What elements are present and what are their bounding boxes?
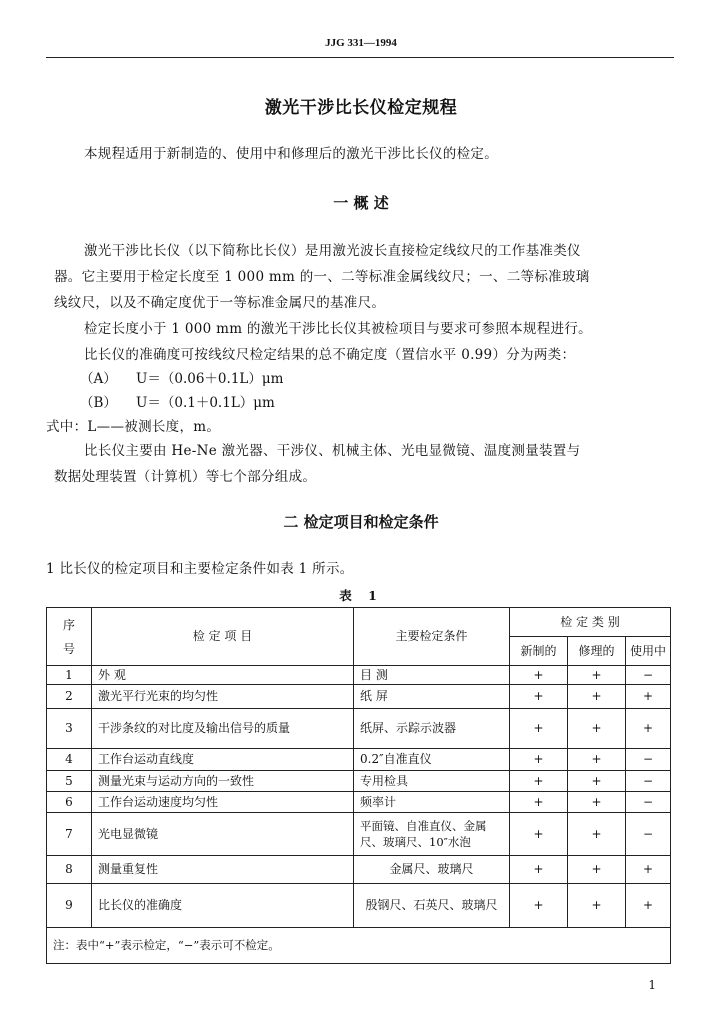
- row-new: +: [510, 666, 568, 685]
- row-no: 1: [47, 666, 92, 685]
- row-repair: +: [568, 709, 626, 749]
- inspection-table: [46, 607, 671, 964]
- section-1-line: 线纹尺，以及不确定度优于一等标准金属尺的基准尺。: [54, 295, 386, 311]
- row-repair: +: [568, 884, 626, 928]
- row-repair: +: [568, 749, 626, 771]
- intro-paragraph: 本规程适用于新制造的、使用中和修理后的激光干涉比长仪的检定。: [84, 146, 498, 162]
- row-new: +: [510, 685, 568, 709]
- row-condition: 专用检具: [354, 771, 510, 792]
- formula-a-expression: U＝（0.06＋0.1L）μm: [136, 371, 284, 387]
- head-new: 新制的: [510, 637, 568, 666]
- section-1-line: 数据处理装置（计算机）等七个部分组成。: [54, 469, 317, 485]
- row-item: 外 观: [92, 666, 354, 685]
- row-condition: 纸屏、示踪示波器: [354, 709, 510, 749]
- section-1-line: 检定长度小于 1 000 mm 的激光干涉比长仪其被检项目与要求可参照本规程进行。: [84, 321, 592, 337]
- row-new: +: [510, 792, 568, 813]
- row-no: 6: [47, 792, 92, 813]
- row-repair: +: [568, 771, 626, 792]
- row-condition: 目 测: [354, 666, 510, 685]
- row-repair: +: [568, 685, 626, 709]
- document-title: 激光干涉比长仪检定规程: [264, 98, 458, 118]
- row-new: +: [510, 856, 568, 884]
- head-condition: 主要检定条件: [354, 608, 510, 666]
- row-no: 2: [47, 685, 92, 709]
- row-no: 5: [47, 771, 92, 792]
- formula-b: [80, 390, 275, 416]
- row-item: 光电显微镜: [92, 813, 354, 856]
- section-2-heading: 二 检定项目和检定条件: [283, 513, 439, 531]
- row-repair: +: [568, 792, 626, 813]
- row-no: 7: [47, 813, 92, 856]
- row-in-use: −: [626, 666, 671, 685]
- table-row: [47, 792, 671, 813]
- head-seq: 序 号: [47, 608, 92, 666]
- row-new: +: [510, 749, 568, 771]
- section-1-heading: 一 概 述: [333, 194, 389, 212]
- section-1-line: 比长仪的准确度可按线纹尺检定结果的总不确定度（置信水平 0.99）分为两类：: [84, 347, 576, 363]
- row-in-use: +: [626, 709, 671, 749]
- row-in-use: +: [626, 856, 671, 884]
- head-type: 检 定 类 别: [510, 608, 671, 637]
- page-number: 1: [648, 978, 656, 992]
- row-in-use: +: [626, 685, 671, 709]
- table-row: [47, 813, 671, 856]
- row-condition: 频率计: [354, 792, 510, 813]
- table-row: [47, 771, 671, 792]
- formula-a-label: （A）: [80, 371, 117, 387]
- clause-1: 1 比长仪的检定项目和主要检定条件如表 1 所示。: [46, 561, 354, 577]
- table-row: [47, 685, 671, 709]
- row-item: 干涉条纹的对比度及输出信号的质量: [92, 709, 354, 749]
- table-row: [47, 709, 671, 749]
- row-repair: +: [568, 856, 626, 884]
- head-in-use: 使用中: [626, 637, 671, 666]
- row-in-use: −: [626, 749, 671, 771]
- formula-a: [80, 366, 283, 392]
- row-item: 测量光束与运动方向的一致性: [92, 771, 354, 792]
- row-condition: 纸 屏: [354, 685, 510, 709]
- row-condition: 平面镜、自准直仪、金属尺、玻璃尺、10″水泡: [354, 813, 510, 856]
- running-header: JJG 331—1994: [325, 37, 397, 49]
- section-1-line: 激光干涉比长仪（以下简称比长仪）是用激光波长直接检定线纹尺的工作基准类仪: [84, 243, 581, 259]
- row-in-use: −: [626, 813, 671, 856]
- section-1-line: 器。它主要用于检定长度至 1 000 mm 的一、二等标准金属线纹尺；一、二等标准玻璃: [54, 269, 590, 285]
- formula-b-label: （B）: [80, 395, 117, 411]
- table-row: [47, 666, 671, 685]
- row-repair: +: [568, 813, 626, 856]
- table-note-row: [47, 928, 671, 964]
- row-condition: 金属尺、玻璃尺: [354, 856, 510, 884]
- row-no: 8: [47, 856, 92, 884]
- row-condition: 殷钢尺、石英尺、玻璃尺: [354, 884, 510, 928]
- table-row: [47, 749, 671, 771]
- table-row: [47, 856, 671, 884]
- row-condition: 0.2″自准直仪: [354, 749, 510, 771]
- header-rule: [46, 57, 674, 58]
- row-in-use: +: [626, 884, 671, 928]
- row-item: 工作台运动速度均匀性: [92, 792, 354, 813]
- row-item: 测量重复性: [92, 856, 354, 884]
- table-row: [47, 884, 671, 928]
- row-no: 9: [47, 884, 92, 928]
- row-no: 3: [47, 709, 92, 749]
- row-repair: +: [568, 666, 626, 685]
- row-new: +: [510, 884, 568, 928]
- row-new: +: [510, 771, 568, 792]
- row-item: 工作台运动直线度: [92, 749, 354, 771]
- head-item: 检 定 项 目: [92, 608, 354, 666]
- head-repair: 修理的: [568, 637, 626, 666]
- table-note: 注：表中“+”表示检定，“−”表示可不检定。: [47, 928, 671, 964]
- row-in-use: −: [626, 771, 671, 792]
- row-new: +: [510, 813, 568, 856]
- row-new: +: [510, 709, 568, 749]
- table-label: 表 1: [339, 588, 383, 603]
- formula-b-expression: U＝（0.1＋0.1L）μm: [136, 395, 275, 411]
- section-1-line: 比长仪主要由 He-Ne 激光器、干涉仪、机械主体、光电显微镜、温度测量装置与: [84, 443, 581, 459]
- formula-where: 式中：L——被测长度，m。: [46, 419, 221, 435]
- row-item: 激光平行光束的均匀性: [92, 685, 354, 709]
- row-in-use: −: [626, 792, 671, 813]
- row-no: 4: [47, 749, 92, 771]
- row-item: 比长仪的准确度: [92, 884, 354, 928]
